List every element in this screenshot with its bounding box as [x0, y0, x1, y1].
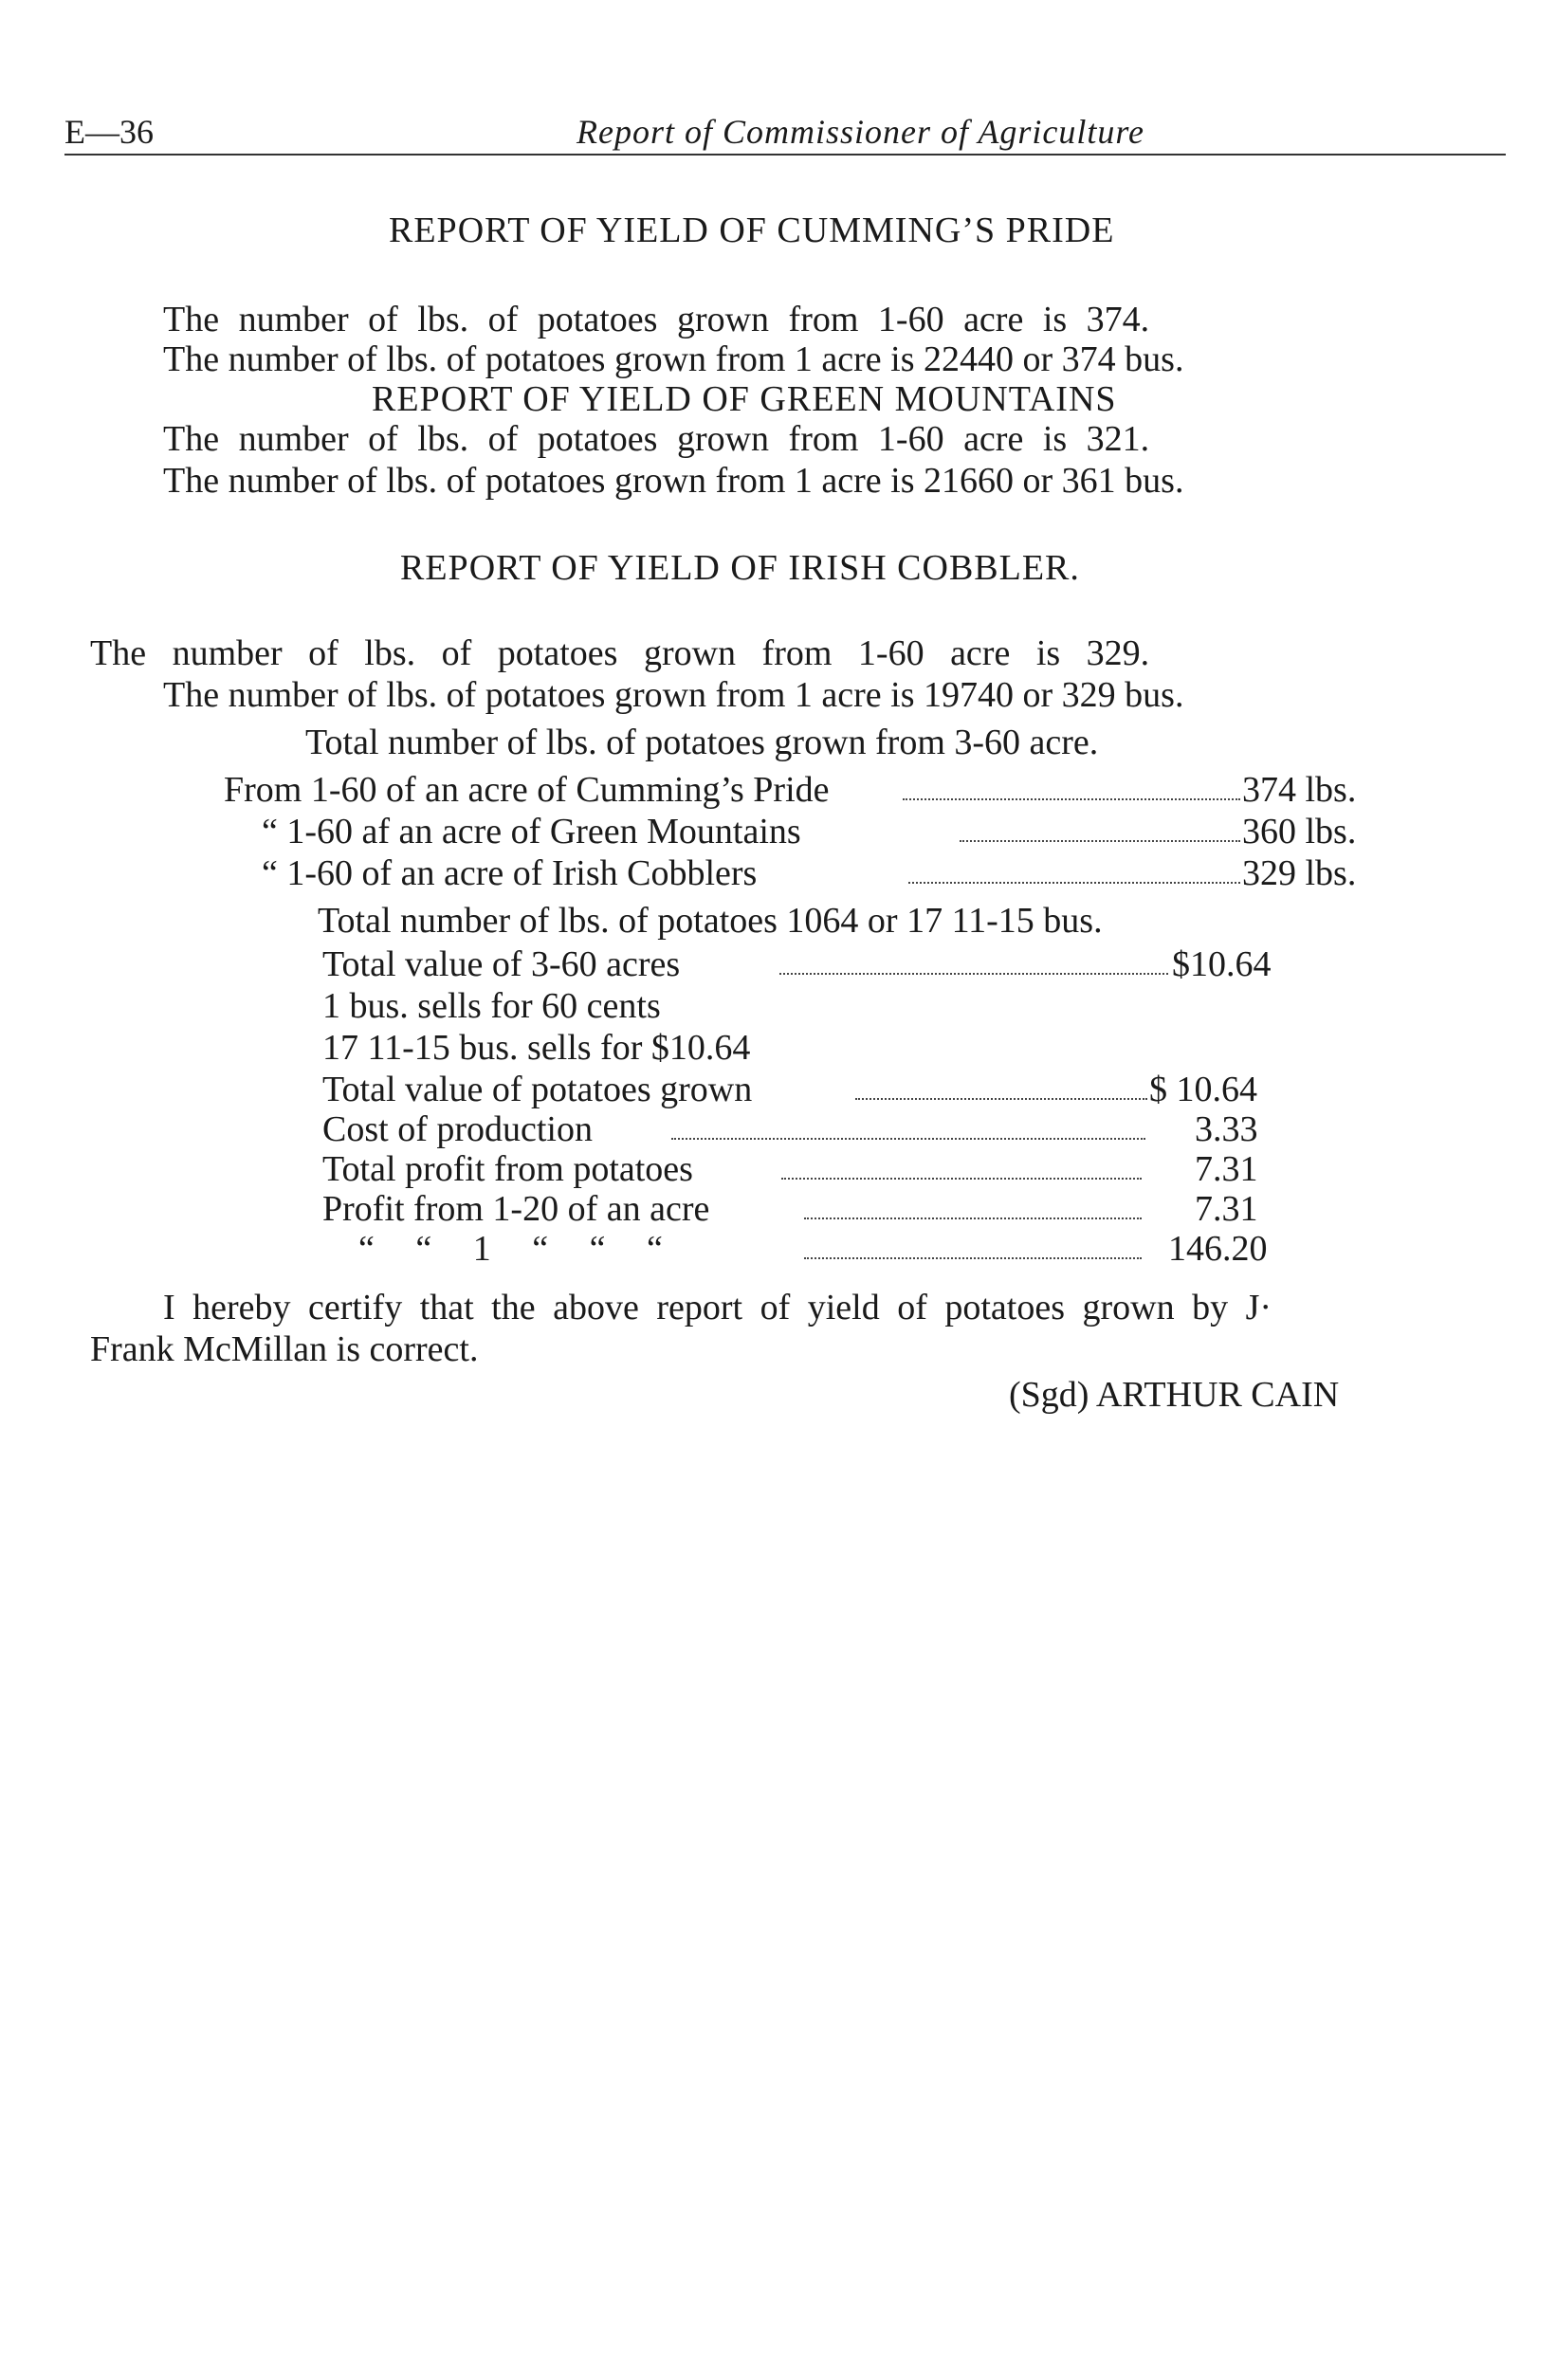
finance-row-label: “ “ 1 “ “ “	[358, 1229, 663, 1269]
signature-line: (Sgd) ARTHUR CAIN	[1009, 1375, 1340, 1415]
leader-dots	[804, 1217, 1142, 1219]
value-label: Total value of 3-60 acres	[322, 944, 681, 984]
irish-line-1: The number of lbs. of potatoes grown from 1-60 acre is 329.	[90, 633, 1150, 673]
finance-row-value: 7.31	[1195, 1149, 1258, 1189]
totals-row-value: 360 lbs.	[1242, 812, 1357, 851]
finance-row-value: 146.20	[1168, 1229, 1268, 1269]
green-line-2: The number of lbs. of potatoes grown from 1 acre is 21660 or 361 bus.	[163, 461, 1184, 501]
totals-row-label: From 1-60 of an acre of Cumming’s Pride	[224, 770, 830, 810]
heading-green-mountains: REPORT OF YIELD OF GREEN MOUNTAINS	[372, 379, 1117, 419]
leader-dots	[781, 1178, 1142, 1180]
value-amount: $10.64	[1172, 944, 1272, 984]
leader-dots	[804, 1257, 1142, 1259]
finance-row-value: $ 10.64	[1149, 1070, 1257, 1109]
leader-dots	[908, 882, 1240, 884]
totals-row-value: 374 lbs.	[1242, 770, 1357, 810]
leader-dots	[779, 973, 1168, 975]
cummings-line-2: The number of lbs. of potatoes grown from 1 acre is 22440 or 374 bus.	[163, 339, 1184, 379]
cummings-line-1: The number of lbs. of potatoes grown from 1-60 acre is 374.	[163, 300, 1150, 339]
running-title: Report of Commissioner of Agriculture	[577, 113, 1144, 151]
totals-row-value: 329 lbs.	[1242, 853, 1357, 893]
leader-dots	[903, 798, 1240, 800]
leader-dots	[960, 840, 1240, 842]
totals-heading: Total number of lbs. of potatoes grown from 3-60 acre.	[305, 723, 1099, 762]
irish-line-2: The number of lbs. of potatoes grown from 1 acre is 19740 or 329 bus.	[163, 675, 1184, 715]
finance-row-label: Total value of potatoes grown	[322, 1070, 753, 1109]
leader-dots	[855, 1098, 1147, 1100]
page-number: E—36	[64, 113, 154, 151]
heading-cummings-pride: REPORT OF YIELD OF CUMMING’S PRIDE	[389, 211, 1115, 250]
heading-irish-cobbler: REPORT OF YIELD OF IRISH COBBLER.	[400, 548, 1080, 588]
totals-row-label: “ 1-60 of an acre of Irish Cobblers	[262, 853, 758, 893]
finance-row-value: 7.31	[1195, 1189, 1258, 1229]
certification-line-1: I hereby certify that the above report of yield of potatoes grown by J·	[163, 1288, 1272, 1327]
finance-row-label: Cost of production	[322, 1109, 593, 1149]
page-header	[64, 112, 1506, 156]
totals-row-label: “ 1-60 af an acre of Green Mountains	[262, 812, 801, 851]
certification-line-2: Frank McMillan is correct.	[90, 1329, 479, 1369]
finance-row-value: 3.33	[1195, 1109, 1258, 1149]
totals-total-line: Total number of lbs. of potatoes 1064 or 17 11-15 bus.	[318, 901, 1103, 941]
bus-total-line: 17 11-15 bus. sells for $10.64	[322, 1028, 751, 1068]
green-line-1: The number of lbs. of potatoes grown from 1-60 acre is 321.	[163, 419, 1150, 459]
bus-price-line: 1 bus. sells for 60 cents	[322, 986, 661, 1026]
finance-row-label: Profit from 1-20 of an acre	[322, 1189, 710, 1229]
finance-row-label: Total profit from potatoes	[322, 1149, 693, 1189]
leader-dots	[671, 1138, 1145, 1140]
